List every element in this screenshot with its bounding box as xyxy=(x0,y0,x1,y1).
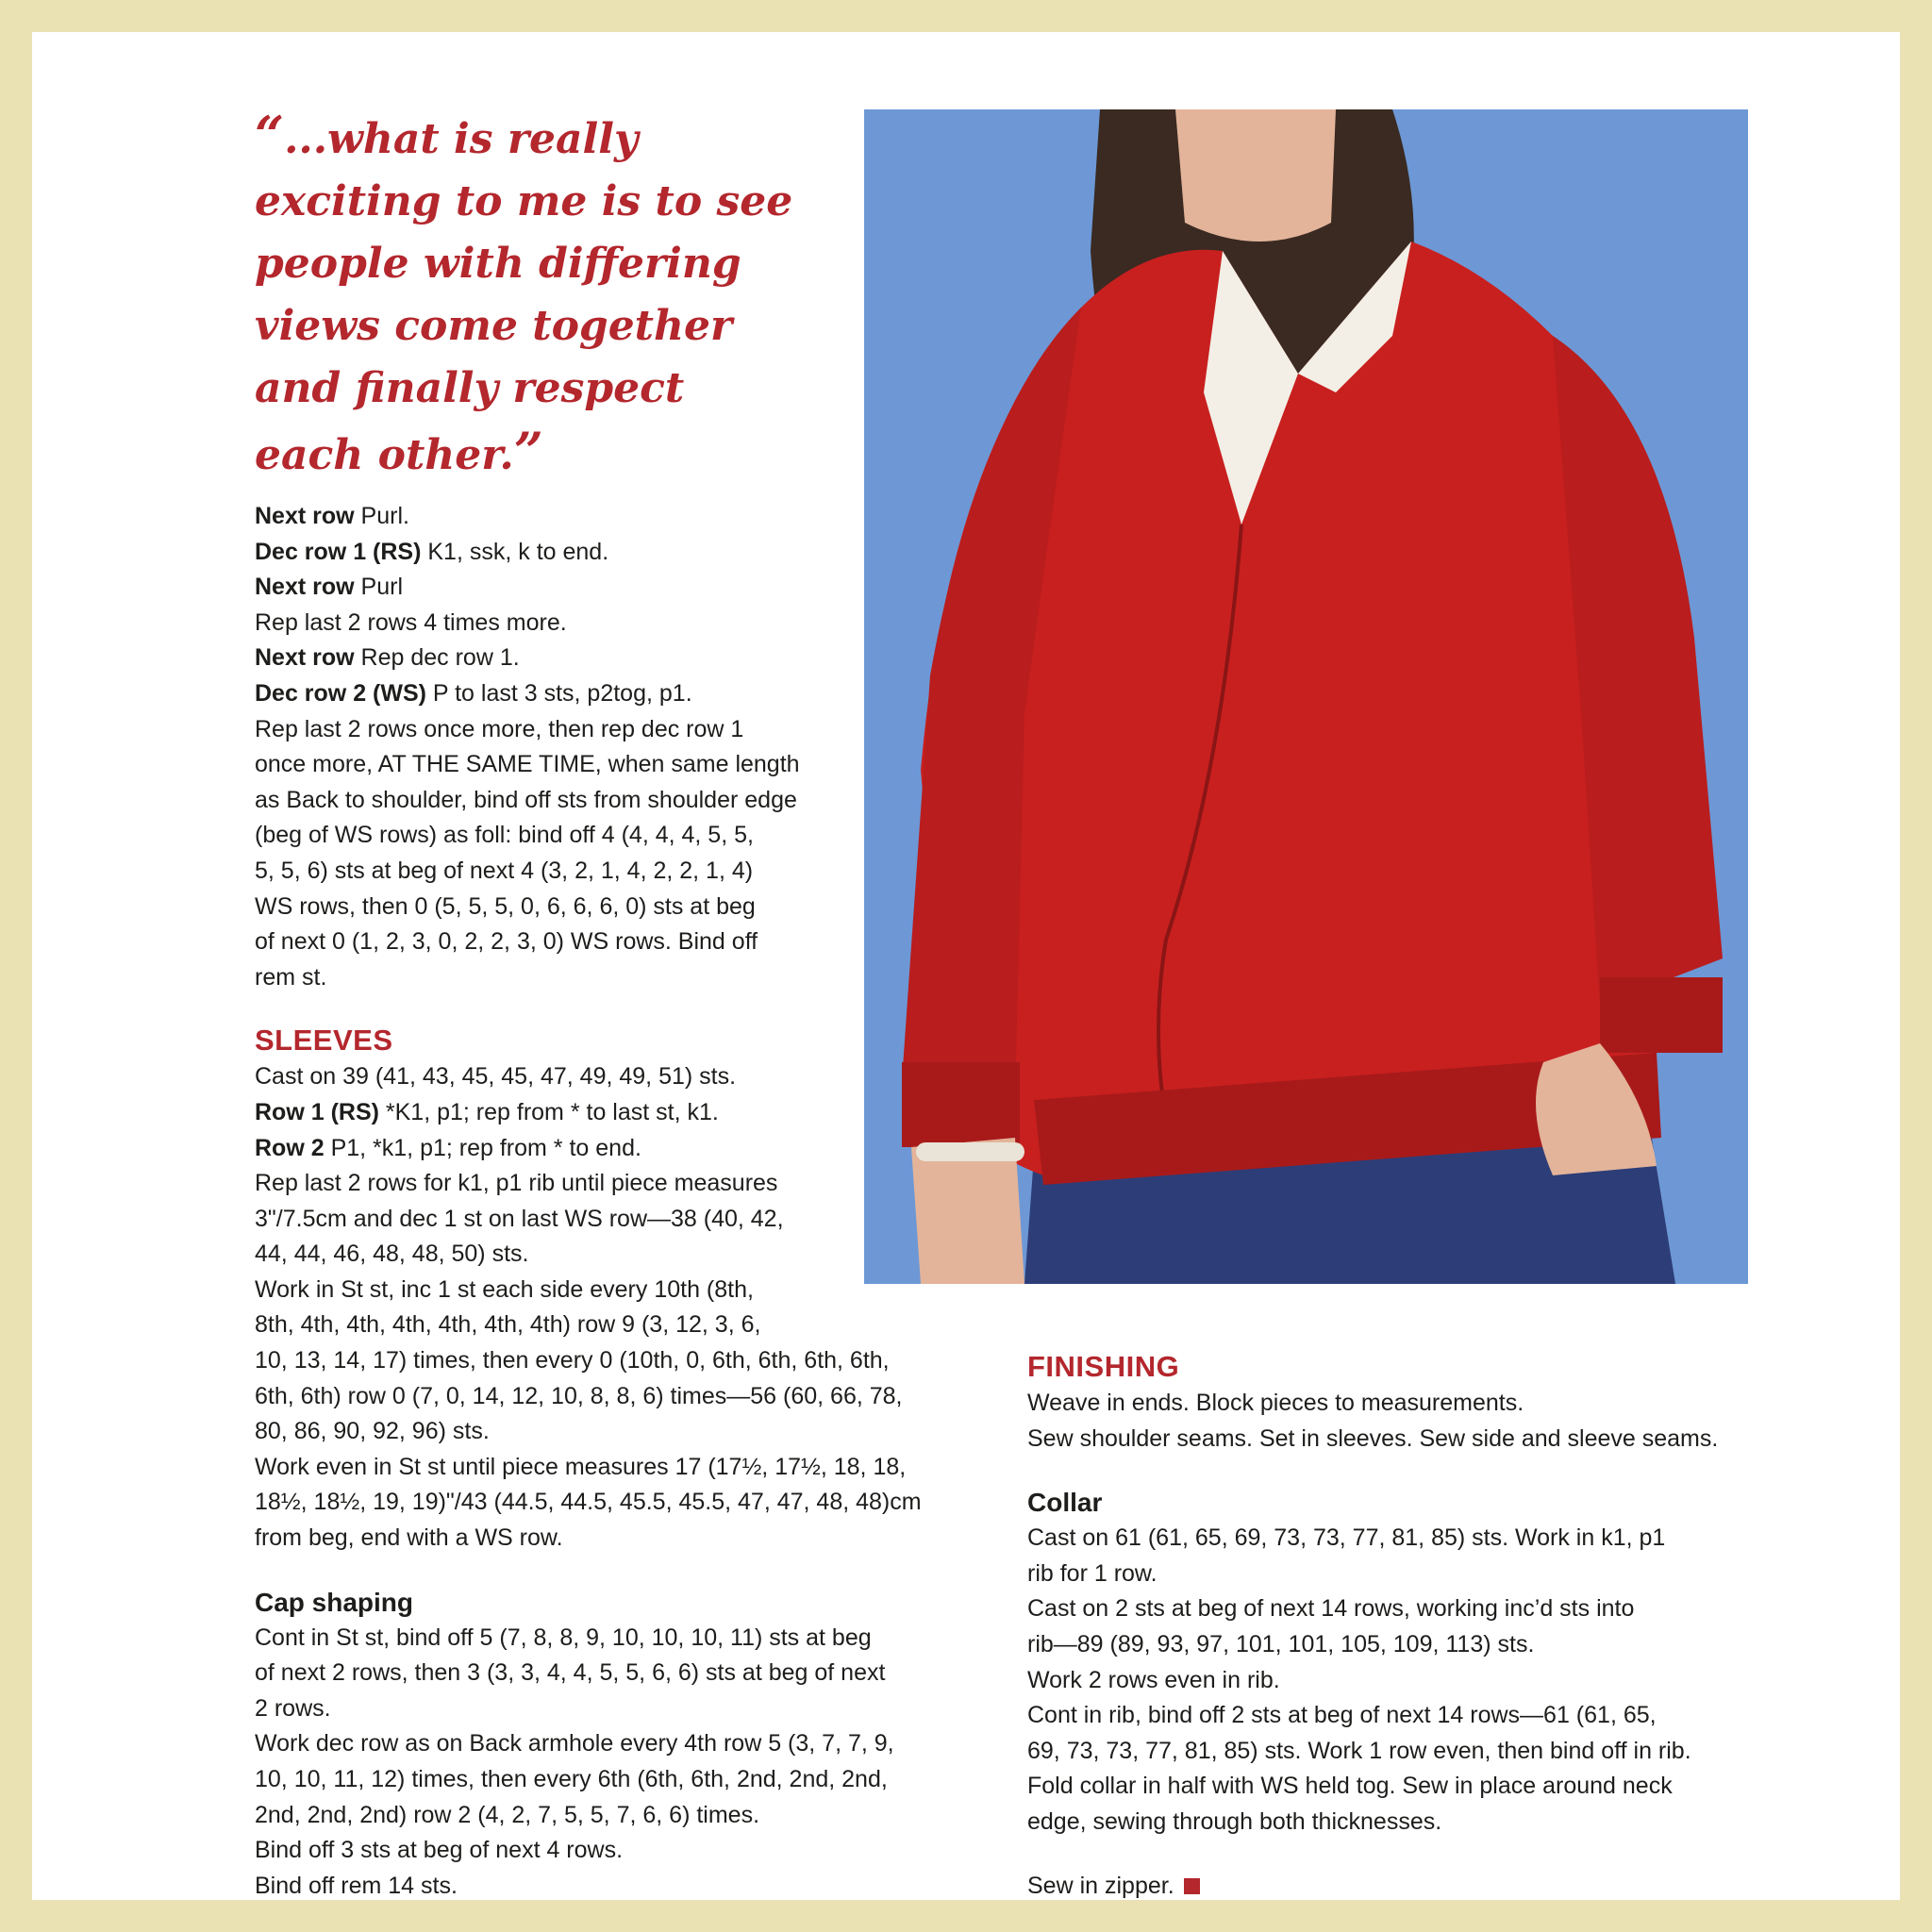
pattern-line: as Back to shoulder, bind off sts from shoulder edge xyxy=(255,786,797,813)
magazine-page xyxy=(32,32,1900,1900)
close-quote-mark: ” xyxy=(513,421,543,481)
pattern-line: of next 0 (1, 2, 3, 0, 2, 2, 3, 0) WS rows. Bind off xyxy=(255,928,758,956)
pattern-line: Sew shoulder seams. Set in sleeves. Sew side and sleeve seams. xyxy=(1027,1424,1719,1452)
pattern-line: Cast on 2 sts at beg of next 14 rows, working inc’d sts into xyxy=(1027,1595,1635,1623)
pattern-line: Bind off 3 sts at beg of next 4 rows. xyxy=(255,1837,624,1864)
pattern-line: Bind off rem 14 sts. xyxy=(255,1872,458,1899)
pattern-line: Cont in St st, bind off 5 (7, 8, 8, 9, 10, 10, 10, 11) sts at beg xyxy=(255,1624,872,1651)
pattern-line: Next row Purl. xyxy=(255,503,409,529)
pattern-line: 69, 73, 73, 77, 81, 85) sts. Work 1 row even, then bind off in rib. xyxy=(1027,1737,1691,1764)
pattern-line: Work even in St st until piece measures 17 (17½, 17½, 18, 18, xyxy=(255,1453,907,1480)
pattern-line: of next 2 rows, then 3 (3, 3, 4, 4, 5, 5, 6, 6) sts at beg of next xyxy=(255,1659,886,1687)
pattern-line: Weave in ends. Block pieces to measurements. xyxy=(1027,1390,1524,1416)
pattern-line: 8th, 4th, 4th, 4th, 4th, 4th, 4th) row 9 (3, 12, 3, 6, xyxy=(255,1311,761,1339)
pull-quote-line: “...what is really xyxy=(255,105,639,165)
pull-quote-line: exciting to me is to see xyxy=(255,177,793,225)
pattern-line: rib—89 (89, 93, 97, 101, 101, 105, 109, 113) sts. xyxy=(1027,1630,1535,1657)
pattern-line: Rep last 2 rows for k1, p1 rib until piece measures xyxy=(255,1170,778,1197)
collar-heading: Collar xyxy=(1027,1488,1103,1518)
pattern-line: Next row Purl xyxy=(255,574,403,601)
pattern-line: Cont in rib, bind off 2 sts at beg of next 14 rows—61 (61, 65, xyxy=(1027,1702,1657,1729)
pattern-line: Work in St st, inc 1 st each side every 10th (8th, xyxy=(255,1275,754,1303)
pattern-line: WS rows, then 0 (5, 5, 5, 0, 6, 6, 6, 0) sts at beg xyxy=(255,892,756,920)
open-quote-mark: “ xyxy=(255,105,285,165)
pattern-line: Work dec row as on Back armhole every 4th row 5 (3, 7, 7, 9, xyxy=(255,1730,894,1757)
pattern-line: 3"/7.5cm and dec 1 st on last WS row—38 (40, 42, xyxy=(255,1205,784,1232)
knit-cardigan-photo-icon xyxy=(864,109,1748,1284)
finishing-heading: FINISHING xyxy=(1027,1350,1180,1383)
pattern-line: Next row Rep dec row 1. xyxy=(255,644,520,672)
pattern-line: 80, 86, 90, 92, 96) sts. xyxy=(255,1418,490,1445)
pattern-line: 2 rows. xyxy=(255,1694,331,1722)
pull-quote xyxy=(255,104,840,487)
pattern-line: Dec row 1 (RS) K1, ssk, k to end. xyxy=(255,538,609,565)
pattern-line: 6th, 6th) row 0 (7, 0, 14, 12, 10, 8, 8, 6) times—56 (60, 66, 78, xyxy=(255,1382,903,1409)
pattern-line: 5, 5, 6) sts at beg of next 4 (3, 2, 1, 4, 2, 2, 1, 4) xyxy=(255,857,754,884)
cap-shaping-heading: Cap shaping xyxy=(255,1587,414,1617)
pattern-line: Sew in zipper. xyxy=(1027,1869,1763,1905)
pull-quote-line: people with differing xyxy=(255,240,741,288)
pattern-line: 2nd, 2nd, 2nd) row 2 (4, 2, 7, 5, 5, 7, 6, 6) times. xyxy=(255,1801,760,1828)
pattern-line: rib for 1 row. xyxy=(1027,1559,1158,1587)
pattern-left-column xyxy=(255,499,991,1904)
pattern-line: Row 1 (RS) *K1, p1; rep from * to last st, k1. xyxy=(255,1098,719,1125)
pull-quote-line: each other.” xyxy=(255,421,543,481)
spacer xyxy=(1027,1840,1763,1869)
pattern-line: rem st. xyxy=(255,963,327,991)
pattern-line: once more, AT THE SAME TIME, when same length xyxy=(255,751,800,778)
pattern-line: Dec row 2 (WS) P to last 3 sts, p2tog, p1. xyxy=(255,679,692,707)
pattern-line: Cast on 61 (61, 65, 69, 73, 73, 77, 81, 85) sts. Work in k1, p1 xyxy=(1027,1524,1666,1552)
pattern-line: Rep last 2 rows once more, then rep dec row 1 xyxy=(255,715,744,742)
sweater-photo xyxy=(864,109,1748,1284)
pattern-line: 44, 44, 46, 48, 48, 50) sts. xyxy=(255,1241,529,1268)
pattern-line: 10, 13, 14, 17) times, then every 0 (10th, 0, 6th, 6th, 6th, 6th, xyxy=(255,1347,890,1374)
pattern-line: Row 2 P1, *k1, p1; rep from * to end. xyxy=(255,1134,641,1161)
pull-quote-line: views come together xyxy=(255,302,733,350)
pattern-line: 10, 10, 11, 12) times, then every 6th (6th, 6th, 2nd, 2nd, 2nd, xyxy=(255,1766,888,1792)
pattern-line: (beg of WS rows) as foll: bind off 4 (4, 4, 4, 5, 5, xyxy=(255,822,754,849)
pull-quote-line: and finally respect xyxy=(255,364,685,412)
pattern-right-column xyxy=(1027,1348,1763,1904)
pattern-line: 18½, 18½, 19, 19)"/43 (44.5, 44.5, 45.5, 45.5, 47, 47, 48, 48)cm xyxy=(255,1489,922,1516)
pattern-line: Fold collar in half with WS held tog. Sew in place around neck xyxy=(1027,1773,1673,1800)
end-square-icon xyxy=(1184,1878,1200,1894)
pattern-line: Rep last 2 rows 4 times more. xyxy=(255,608,567,636)
sleeves-heading: SLEEVES xyxy=(255,1024,393,1058)
pattern-line: from beg, end with a WS row. xyxy=(255,1524,563,1552)
pattern-line: Cast on 39 (41, 43, 45, 45, 47, 49, 49, 51) sts. xyxy=(255,1063,737,1091)
pattern-line: edge, sewing through both thicknesses. xyxy=(1027,1807,1442,1835)
pattern-line: Work 2 rows even in rib. xyxy=(1027,1666,1280,1693)
